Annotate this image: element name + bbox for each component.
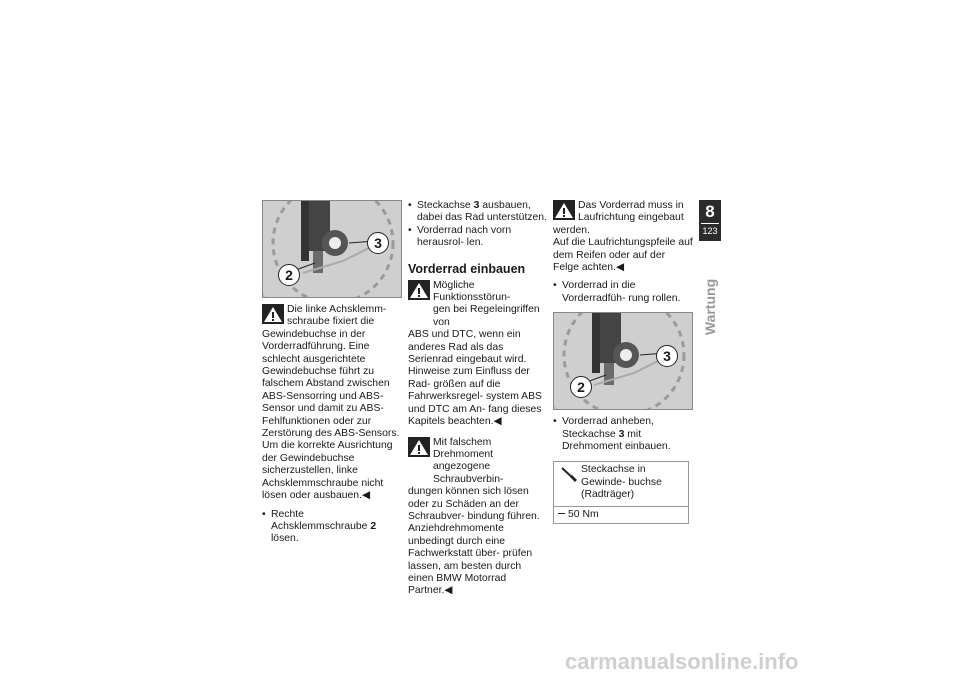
watermark: carmanualsonline.info	[565, 649, 799, 674]
torque-dash-icon	[558, 513, 565, 514]
warning-text-line1: Das Vorderrad muss in	[578, 200, 684, 211]
page-number: 123	[702, 226, 718, 236]
list-item	[262, 509, 402, 546]
wrench-icon	[560, 465, 578, 483]
warning-text-line2: Laufrichtung eingebaut	[578, 212, 684, 224]
list-item	[553, 280, 693, 305]
list-item	[553, 416, 693, 453]
column-middle	[408, 200, 548, 598]
chapter-number: 8	[705, 202, 715, 221]
photo-label-3: 3	[656, 345, 678, 367]
warning-torque	[408, 437, 548, 598]
list-item	[408, 200, 548, 225]
warning-text-note: Auf die Laufrichtungspfeile auf dem Reifen oder auf der Felge achten.◀	[553, 237, 693, 274]
warning-rotation-direction	[553, 200, 693, 274]
step-text: Steckachse	[417, 200, 471, 211]
torque-spec-value: 50 Nm	[568, 508, 599, 520]
section-title: Wartung	[702, 278, 718, 336]
list-item	[408, 225, 548, 250]
photo-label-3: 3	[367, 232, 389, 254]
torque-spec-box	[553, 461, 689, 524]
step-text: mit Drehmoment einbauen.	[562, 428, 671, 453]
steps-list-2	[408, 200, 548, 250]
section-label	[697, 272, 723, 342]
fork-photo-top	[262, 200, 402, 298]
warning-thread-bushing	[262, 304, 402, 503]
torque-spec-label: Steckachse in Gewinde- buchse (Radträger)	[581, 464, 662, 501]
step-text: Rechte Achsklemmschraube	[271, 508, 368, 532]
warning-text-note: Hinweise zum Einfluss der Rad- größen auf die Fahrwerksregel- system ABS und DTC am An- fang dieses Kapitels beachten.◀	[408, 366, 542, 428]
warning-text-line2: angezogene Schraubverbin-	[433, 461, 504, 485]
fork-photo-bottom	[553, 312, 693, 410]
step-text: lösen.	[271, 533, 299, 545]
step-text: Vorderrad in die Vorderradfüh- rung rollen.	[562, 280, 681, 304]
ref-number: 2	[370, 520, 377, 532]
warning-text-body: ABS und DTC, wenn ein anderes Rad als das Serienrad eingebaut wird.	[408, 329, 527, 366]
warning-text-note: Anziehdrehmomente unbedingt durch eine Fachwerkstatt über- prüfen lassen, am besten durch einen BMW Motorrad Partner.◀	[408, 523, 533, 597]
ref-number: 3	[618, 428, 625, 440]
step-text: ausbauen, dabei das Rad unterstützen.	[417, 200, 547, 224]
section-heading: Vorderrad einbauen	[408, 261, 526, 276]
warning-text-line1: Mögliche Funktionsstörun-	[433, 279, 511, 304]
warning-text-line2: schraube fixiert die	[287, 316, 375, 328]
warning-text-body: dungen können sich lösen oder zu Schäden an der Schraubver- bindung führen.	[408, 486, 540, 522]
photo-label-2: 2	[278, 264, 300, 286]
warning-text-line1: Die linke Achsklemm-	[287, 304, 387, 315]
warning-triangle-icon	[553, 200, 575, 220]
warning-text-body: werden.	[553, 224, 590, 236]
ref-number: 3	[473, 200, 480, 211]
warning-triangle-icon	[408, 437, 430, 457]
warning-triangle-icon	[262, 304, 284, 324]
warning-text-body: Gewindebuchse in der Vorderradführung. Eine schlecht ausgerichtete Gewindebuchse führt zu falschem Abstand zwischen ABS-Sensorring und ABS-Sensor und damit zu ABS-Fehlfunktionen oder zur Zerstörung des ABS-Sensors. Um die korrekte Ausrichtung der Gewindebuchse sicherzustellen, linke Achsklemmschraube nicht lösen oder ausbauen.◀	[262, 328, 400, 502]
warning-triangle-icon	[408, 280, 430, 300]
steps-list-1	[262, 509, 402, 546]
steps-list-3	[553, 280, 693, 305]
warning-text-line2: gen bei Regeleingriffen von	[433, 304, 540, 328]
chapter-tab	[699, 200, 721, 241]
warning-text-line1: Mit falschem Drehmoment	[433, 436, 494, 460]
step-text: Vorderrad nach vorn herausrol- len.	[417, 224, 512, 249]
torque-spec-value-row	[554, 507, 688, 523]
steps-list-4	[553, 416, 693, 453]
step-text: Vorderrad anheben, Steckachse	[562, 416, 654, 440]
torque-spec-label-row	[554, 462, 688, 506]
warning-abs-dtc	[408, 280, 548, 429]
column-left	[262, 200, 402, 546]
column-right	[553, 200, 693, 524]
photo-label-2: 2	[570, 376, 592, 398]
